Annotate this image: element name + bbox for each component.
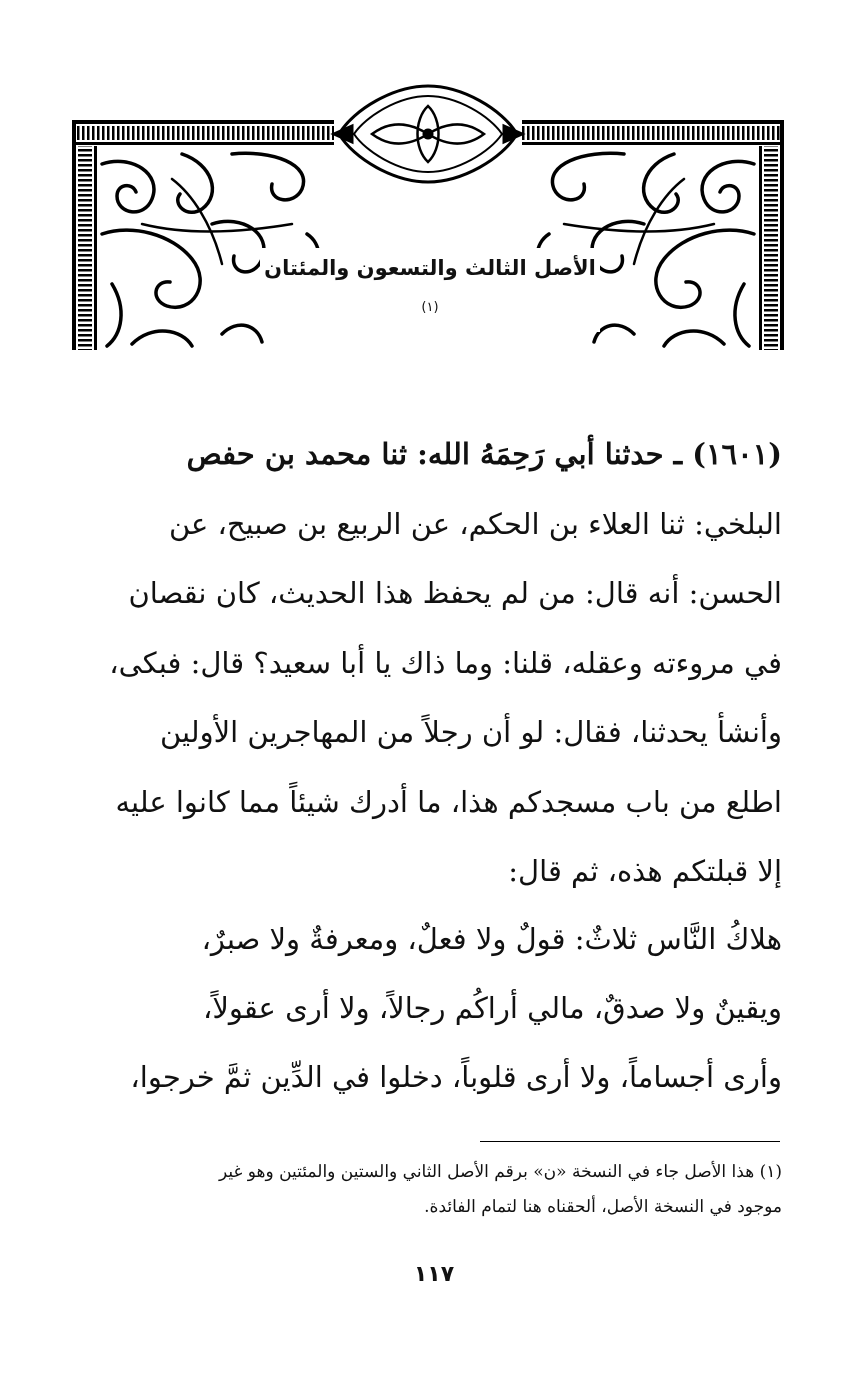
- footnote-line: موجود في النسخة الأصل، ألحقناه هنا لتمام الفائدة.: [424, 1197, 782, 1217]
- page-number: ١١٧: [413, 1262, 455, 1287]
- text-line: إلا قبلتكم هذه، ثم قال:: [508, 854, 782, 888]
- text-line: البلخي: ثنا العلاء بن الحكم، عن الربيع بن صبيح، عن: [168, 506, 782, 541]
- text-line: في مروءته وعقله، قلنا: وما ذاك يا أبا سعيد؟ قال: فبكى،: [109, 645, 782, 680]
- quote-line: ويقينٌ ولا صدقٌ، مالي أراكُم رجالاً، ولا أرى عقولاً،: [203, 991, 782, 1025]
- top-band-left: [72, 120, 334, 145]
- chapter-title: [260, 248, 600, 332]
- side-band-left: [72, 120, 97, 350]
- hadith-paragraph: [78, 420, 782, 907]
- quote-line: وأرى أجساماً، ولا أرى قلوباً، دخلوا في الدِّين ثمَّ خرجوا،: [130, 1060, 782, 1094]
- footnote-marker: (١): [421, 300, 439, 315]
- text-line: الحسن: أنه قال: من لم يحفظ هذا الحديث، كان نقصان: [128, 576, 782, 610]
- chapter-title-text: الأصل الثالث والتسعون والمئتان: [264, 256, 596, 280]
- top-band-right: [522, 120, 784, 145]
- footnote-line: (١) هذا الأصل جاء في النسخة «ن» برقم الأصل الثاني والستين والمئتين وهو غير: [218, 1162, 782, 1182]
- text-line: وأنشأ يحدثنا، فقال: لو أن رجلاً من المهاجرين الأولين: [159, 715, 782, 749]
- side-band-right: [759, 120, 784, 350]
- footnote-divider: [480, 1141, 780, 1142]
- center-lozenge-ornament: [334, 86, 522, 182]
- quoted-passage: [78, 905, 782, 1112]
- quote-line: هلاكُ النَّاس ثلاثٌ: قولٌ ولا فعلٌ، ومعرفةٌ ولا صبرٌ،: [201, 922, 782, 956]
- footnote: [78, 1155, 782, 1225]
- text-line: (١٦٠١) ـ حدثنا أبي رَحِمَهُ الله: ثنا محمد بن حفص: [186, 437, 782, 471]
- text-line: اطلع من باب مسجدكم هذا، ما أدرك شيئاً مما كانوا عليه: [115, 784, 782, 819]
